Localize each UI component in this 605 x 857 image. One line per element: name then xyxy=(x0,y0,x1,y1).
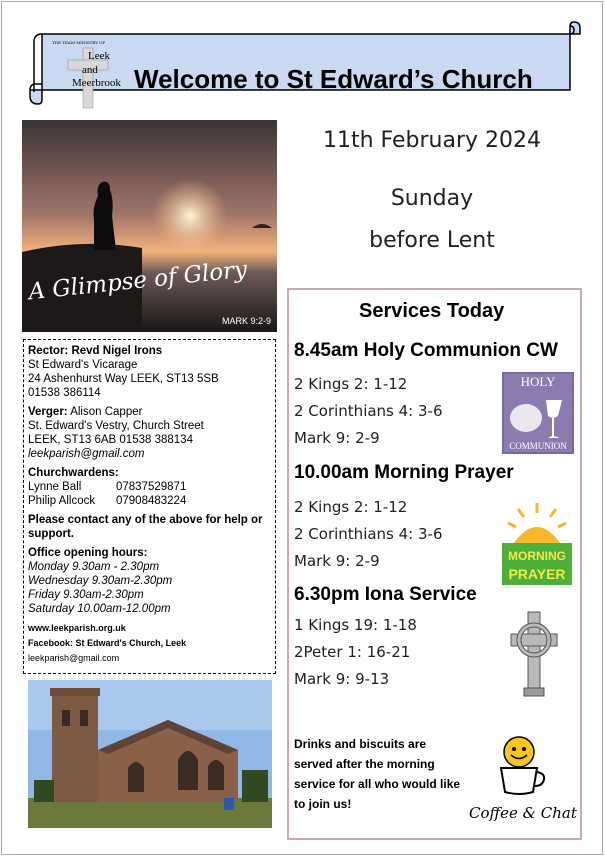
icon-text: PRAYER xyxy=(508,566,566,582)
service-date: 11th February 2024 xyxy=(322,128,542,153)
churchwarden-phone: 07837529871 xyxy=(116,481,187,493)
churchwarden-phone: 07908483224 xyxy=(116,495,187,507)
churchwarden-name: Lynne Ball xyxy=(28,481,82,493)
reading: Mark 9: 9-13 xyxy=(294,670,390,688)
churchwarden-row xyxy=(28,494,271,508)
reading: 1 Kings 19: 1-18 xyxy=(294,616,417,634)
occasion xyxy=(287,178,577,262)
rector-heading: Rector: Revd Nigel Irons xyxy=(28,345,163,357)
logo-line-1: Leek xyxy=(88,50,110,62)
service-readings xyxy=(294,494,443,575)
facebook-link[interactable]: Facebook: St Edward's Church, Leek xyxy=(28,638,187,648)
hero-caption: A Glimpse of Glory xyxy=(27,256,249,306)
verger-email[interactable]: leekparish@gmail.com xyxy=(28,448,145,460)
help-text: Please contact any of the above for help or support. xyxy=(28,514,263,540)
icon-text: MORNING xyxy=(508,549,566,563)
office-hours-line: Monday 9.30am - 2.30pm xyxy=(28,561,160,573)
office-heading: Office opening hours: xyxy=(28,547,148,559)
reading: 2 Kings 2: 1-12 xyxy=(294,498,408,516)
service-heading: 10.00am Morning Prayer xyxy=(294,462,514,483)
logo-line-2: and xyxy=(82,64,98,76)
page-title: Welcome to St Edward’s Church xyxy=(134,64,533,94)
hero-image xyxy=(22,120,277,332)
parish-logo xyxy=(52,40,126,110)
churchwarden-row xyxy=(28,480,271,494)
occasion-line: Sunday xyxy=(390,186,474,211)
church-building-icon xyxy=(28,680,272,828)
occasion-line: before Lent xyxy=(369,228,495,253)
service-heading: 6.30pm Iona Service xyxy=(294,584,477,605)
reading: Mark 9: 2-9 xyxy=(294,429,380,447)
verger-label: Verger: xyxy=(28,406,68,418)
rector-line: St Edward's Vicarage xyxy=(28,359,138,371)
morning-prayer-icon xyxy=(502,497,572,585)
logo-small-text: THE TEAM MINISTRY OF xyxy=(52,40,106,45)
verger-line: LEEK, ST13 6AB 01538 388134 xyxy=(28,434,193,446)
banner xyxy=(22,20,584,106)
office-hours-line: Friday 9.30am-2.30pm xyxy=(28,589,144,601)
reading: 2 Corinthians 4: 3-6 xyxy=(294,525,443,543)
reading: Mark 9: 2-9 xyxy=(294,552,380,570)
logo-line-3: Meerbrook xyxy=(72,77,121,89)
churchwarden-name: Philip Allcock xyxy=(28,495,96,507)
email-link[interactable]: leekparish@gmail.com xyxy=(28,653,120,663)
icon-text: COMMUNION xyxy=(509,441,567,451)
rector-line: 24 Ashenhurst Way LEEK, ST13 5SB xyxy=(28,373,219,385)
reading: 2 Kings 2: 1-12 xyxy=(294,375,408,393)
contact-box xyxy=(23,339,276,674)
holy-communion-icon xyxy=(502,372,574,454)
reading: 2Peter 1: 16-21 xyxy=(294,643,411,661)
service-readings xyxy=(294,371,443,452)
coffee-chat-label: Coffee & Chat xyxy=(469,804,577,822)
hero-reference: MARK 9:2-9 xyxy=(221,316,271,326)
coffee-cup-icon xyxy=(495,734,549,798)
refreshments-note: Drinks and biscuits are served after the morning service for all who would like to join us! xyxy=(294,737,461,811)
churchwardens-heading: Churchwardens: xyxy=(28,467,119,479)
reading: 2 Corinthians 4: 3-6 xyxy=(294,402,443,420)
service-readings xyxy=(294,612,417,693)
services-box xyxy=(287,288,582,840)
rector-line: 01538 386114 xyxy=(28,387,101,399)
website-link[interactable]: www.leekparish.org.uk xyxy=(28,623,126,633)
service-heading: 8.45am Holy Communion CW xyxy=(294,340,558,361)
verger-line: St. Edward's Vestry, Church Street xyxy=(28,420,204,432)
icon-text: HOLY xyxy=(520,374,556,389)
church-photo xyxy=(28,680,272,828)
services-title: Services Today xyxy=(359,300,505,322)
celtic-cross-icon xyxy=(509,610,559,698)
office-hours-line: Saturday 10.00am-12.00pm xyxy=(28,603,171,615)
verger-name: Alison Capper xyxy=(70,406,143,418)
office-hours-line: Wednesday 9.30am-2.30pm xyxy=(28,575,173,587)
